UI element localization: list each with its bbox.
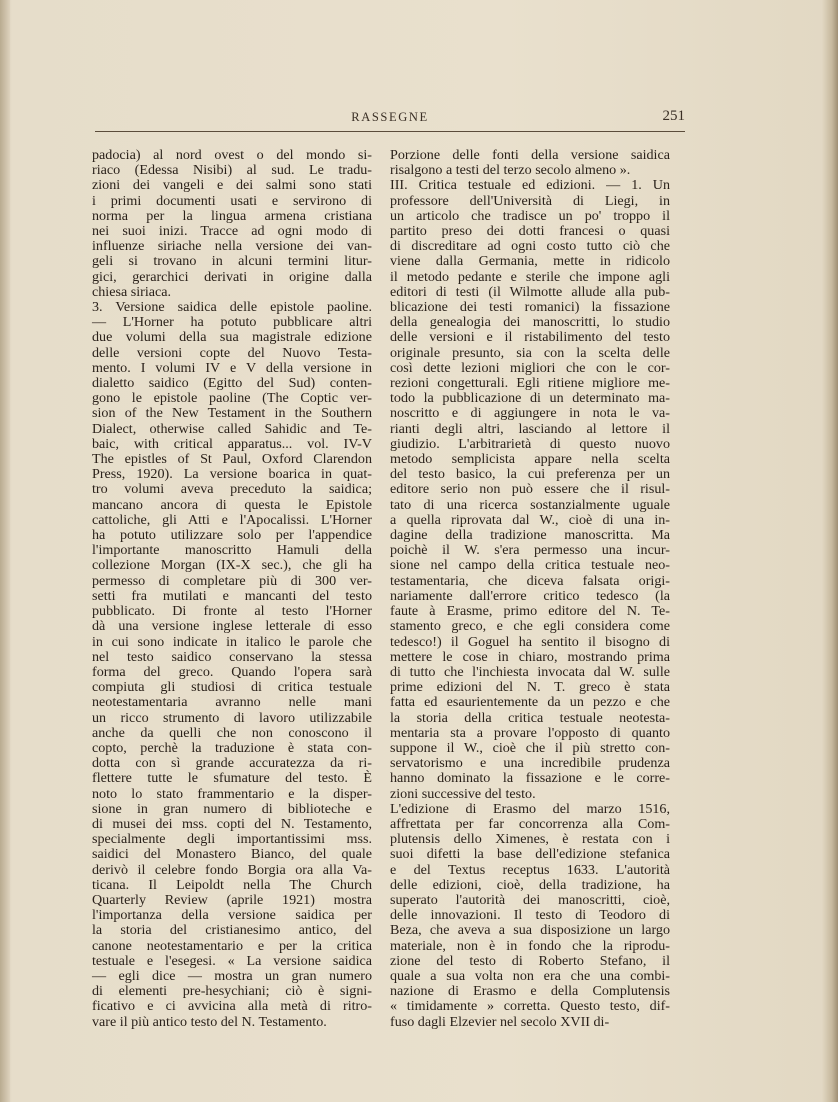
text-line: due volumi della sua magistrale edizione: [92, 329, 372, 346]
running-head-title: RASSEGNE: [351, 110, 429, 124]
text-line: mettere le cose in chiaro, mostrando prima: [390, 648, 670, 665]
text-line: di elementi pre-hesychiani; ciò è signi-: [92, 983, 372, 1000]
text-line: sione nel campo della critica testuale neo-: [390, 557, 670, 574]
text-line: originale presunto, sia con la scelta delle: [390, 344, 670, 361]
running-head: [95, 106, 685, 132]
text-line: del testo basico, la cui preferenza per un: [390, 466, 670, 483]
text-line: sion of the New Testament in the Southern: [92, 405, 372, 422]
text-line: mento. I volumi IV e V della versione in: [92, 359, 372, 376]
text-line: permesso di completare più di 300 ver-: [92, 572, 372, 589]
text-line: l'importante manoscritto Hamuli della: [92, 542, 372, 559]
text-line: superato l'autorità dei manoscritti, cioè,: [390, 891, 670, 908]
text-line: in cui sono indicate in italico le parole che: [92, 633, 372, 650]
text-line: delle versioni copte del Nuovo Testa-: [92, 344, 372, 361]
text-line: ha potuto utilizzare solo per l'appendice: [92, 527, 372, 544]
text-line: geli si trovano in alcuni termini litur-: [92, 253, 372, 270]
text-line: Press, 1920). La versione boarica in quat-: [92, 466, 372, 483]
left-text-column: [92, 148, 372, 1030]
text-line: nei suoi inizi. Tracce ad ogni modo di: [92, 223, 372, 240]
text-line: padocia) al nord ovest o del mondo si-: [92, 147, 372, 163]
text-line: fuso dagli Elzevier nel secolo XVII di-: [390, 1013, 610, 1030]
text-line: la storia del cristianesimo antico, del: [92, 922, 372, 939]
text-line: materiale, non è in fondo che la riprodu-: [390, 937, 670, 954]
text-line: poichè il W. s'era permesso una incur-: [390, 542, 670, 559]
text-line: partito preso dei dotti francesi o quasi: [390, 223, 670, 240]
text-line: di discreditare ad ogni costo tutto ciò che: [390, 238, 670, 255]
text-line: professore dell'Università di Liegi, in: [390, 192, 670, 209]
text-line: Beza, che aveva a sua disposizione un largo: [390, 922, 670, 939]
text-line: un articolo che tradisce un po' troppo il: [390, 207, 670, 224]
right-text-column: [390, 148, 670, 1030]
text-line: dialetto saidico (Egitto del Sud) conten-: [92, 375, 372, 392]
text-line: norma per la lingua armena cristiana: [92, 207, 372, 224]
text-line: quale a sua volta non era che una combi-: [390, 967, 670, 984]
text-line: canone neotestamentario e per la critica: [92, 937, 372, 954]
text-line: ticana. Il Leipoldt nella The Church: [92, 876, 372, 893]
text-line: neotestamentaria avranno nelle mani: [92, 694, 372, 711]
text-line: dagine della tradizione manoscritta. Ma: [390, 527, 670, 544]
text-line: forma del greco. Quando l'opera sarà: [92, 663, 372, 680]
text-line: collezione Morgan (IX-X sec.), che gli ha: [92, 557, 372, 574]
text-line: Porzione delle fonti della versione saidica: [390, 147, 670, 163]
text-line: tro volumi aveva preceduto la saidica;: [92, 481, 372, 498]
text-line: giudizio. L'arbitrarietà di questo nuovo: [390, 435, 670, 452]
text-line: affrettata per far concorrenza alla Com-: [390, 815, 670, 832]
text-line: di musei dei mss. copti del N. Testamento,: [92, 815, 372, 832]
text-line: zione del testo di Roberto Stefano, il: [390, 952, 670, 969]
text-line: zioni successive del testo.: [390, 785, 536, 802]
text-line: hanno dominato la fissazione e le corre-: [390, 770, 670, 787]
text-line: e del Textus receptus 1633. L'autorità: [390, 861, 670, 878]
text-line: suppone il W., cioè che il più stretto con-: [390, 739, 670, 756]
text-line: viene dalla Germania, mette in ridicolo: [390, 253, 670, 270]
text-line: copto, perchè la traduzione è stata con-: [92, 739, 372, 756]
header-rule: [95, 131, 685, 132]
text-line: nazione di Erasmo e della Complutensis: [390, 983, 670, 1000]
text-line: cattoliche, gli Atti e l'Apocalissi. L'Horner: [92, 511, 372, 528]
text-line: chiesa siriaca.: [92, 283, 172, 300]
text-line: dotta con sì grande accuratezza da ri-: [92, 755, 372, 772]
text-line: baic, with critical apparatus... vol. IV-V: [92, 435, 372, 452]
text-line: editore serio non può essere che il risul-: [390, 481, 670, 498]
text-line: riaco (Edessa Nisibi) al sud. Le tradu-: [92, 162, 372, 179]
text-line: testuale e l'esegesi. « La versione saidica: [92, 952, 372, 969]
text-line: anche da quelli che non conoscono il: [92, 724, 372, 741]
text-line: rianti degli altri, lasciando al lettore il: [390, 420, 670, 437]
text-line: nariamente dall'errore critico tedesco (la: [390, 587, 670, 604]
text-line: Quarterly Review (aprile 1921) mostra: [92, 891, 372, 908]
text-line: zioni dei vangeli e dei salmi sono stati: [92, 177, 372, 194]
text-line: L'edizione di Erasmo del marzo 1516,: [390, 800, 670, 817]
text-line: derivò il celebre fondo Borgia ora alla Va-: [92, 861, 372, 878]
text-line: testamentaria, che diceva falsata origi-: [390, 572, 670, 589]
text-line: di tutto che l'inchiesta invocata dal W. sulle: [390, 663, 670, 680]
text-line: vare il più antico testo del N. Testamento.: [92, 1013, 327, 1030]
text-line: compiuta gli studiosi di critica testuale: [92, 679, 372, 696]
text-line: ficativo e ci avvicina alla metà di ritro-: [92, 998, 372, 1015]
text-line: servatorismo e una incredibile prudenza: [390, 755, 670, 772]
text-line: Dialect, otherwise called Sahidic and Te-: [92, 420, 372, 437]
text-line: mentaria sta a provare l'opposto di quanto: [390, 724, 670, 741]
text-line: il metodo pedante e sterile che impone agli: [390, 268, 670, 285]
text-line: faute à Erasme, primo editore del N. Te-: [390, 603, 670, 620]
text-line: della genealogia dei manoscritti, lo studio: [390, 314, 670, 331]
text-line: setti fra mutilati e mancanti del testo: [92, 587, 372, 604]
text-line: prime edizioni del N. T. greco è stata: [390, 679, 670, 696]
text-line: delle edizioni, cioè, della tradizione, ha: [390, 876, 670, 893]
text-line: così dette lezioni migliori che con le cor-: [390, 359, 670, 376]
text-line: a quella riprovata dal W., cioè di una in-: [390, 511, 670, 528]
text-line: tato di una ricerca sostanzialmente uguale: [390, 496, 670, 513]
text-line: tedesco!) il Goguel ha sentito il bisogno di: [390, 633, 670, 650]
text-line: saidici del Monastero Bianco, del quale: [92, 846, 372, 863]
text-line: metodo semplicista appare nella scelta: [390, 451, 670, 468]
page-binding-shadow: [0, 0, 10, 1102]
text-line: III. Critica testuale ed edizioni. — 1. Un: [390, 177, 670, 194]
text-line: pubblicato. Di fronte al testo l'Horner: [92, 603, 372, 620]
text-line: blicazione dei testi romanici) la fissazione: [390, 299, 670, 316]
text-line: delle innovazioni. Il testo di Teodoro di: [390, 907, 670, 924]
text-line: l'importanza della versione saidica per: [92, 907, 372, 924]
text-line: risalgono a testi del terzo secolo almeno ».: [390, 162, 631, 179]
text-line: — L'Horner ha potuto pubblicare altri: [92, 314, 372, 331]
text-line: influenze siriache nella versione dei van-: [92, 238, 372, 255]
text-line: editori di testi (il Wilmotte allude alla pub-: [390, 283, 670, 300]
text-line: flettere tutte le sfumature del testo. È: [92, 770, 372, 787]
text-line: sione in gran numero di biblioteche e: [92, 800, 372, 817]
text-line: 3. Versione saidica delle epistole paoline.: [92, 299, 372, 316]
text-line: mancano ancora di questa le Epistole: [92, 496, 372, 513]
text-line: — egli dice — mostra un gran numero: [92, 967, 372, 984]
text-line: nel testo saidico conservano la stessa: [92, 648, 372, 665]
text-line: noscritto e di aggiungere in nota le va-: [390, 405, 670, 422]
text-line: suoi difetti la base dell'edizione stefanica: [390, 846, 670, 863]
text-line: todo la pubblicazione di un determinato ma-: [390, 390, 670, 407]
text-line: stamento greco, e che egli considera come: [390, 618, 670, 635]
text-line: « timidamente » corretta. Questo testo, dif-: [390, 998, 670, 1015]
text-line: un ricco strumento di lavoro utilizzabile: [92, 709, 372, 726]
text-line: rezioni congetturali. Egli ritiene migliore me-: [390, 375, 670, 392]
text-line: specialmente degli importantissimi mss.: [92, 831, 372, 848]
text-line: dà una versione inglese letterale di esso: [92, 618, 372, 635]
text-line: gici, gerarchici derivati in origine dalla: [92, 268, 372, 285]
text-line: plutensis dello Ximenes, è restata con i: [390, 831, 670, 848]
text-line: delle versioni e il ristabilimento del testo: [390, 329, 670, 346]
text-line: gono le epistole paoline (The Coptic ver-: [92, 390, 372, 407]
text-line: The epistles of St Paul, Oxford Clarendon: [92, 451, 372, 468]
page-number: 251: [662, 108, 685, 124]
text-line: noto lo stato frammentario e la disper-: [92, 785, 372, 802]
text-line: i primi documenti usati e servirono di: [92, 192, 372, 209]
text-line: fatta ed esaurientemente da un pezzo e che: [390, 694, 670, 711]
text-line: la storia della critica testuale neotesta-: [390, 709, 670, 726]
page-edge-shadow: [822, 0, 838, 1102]
